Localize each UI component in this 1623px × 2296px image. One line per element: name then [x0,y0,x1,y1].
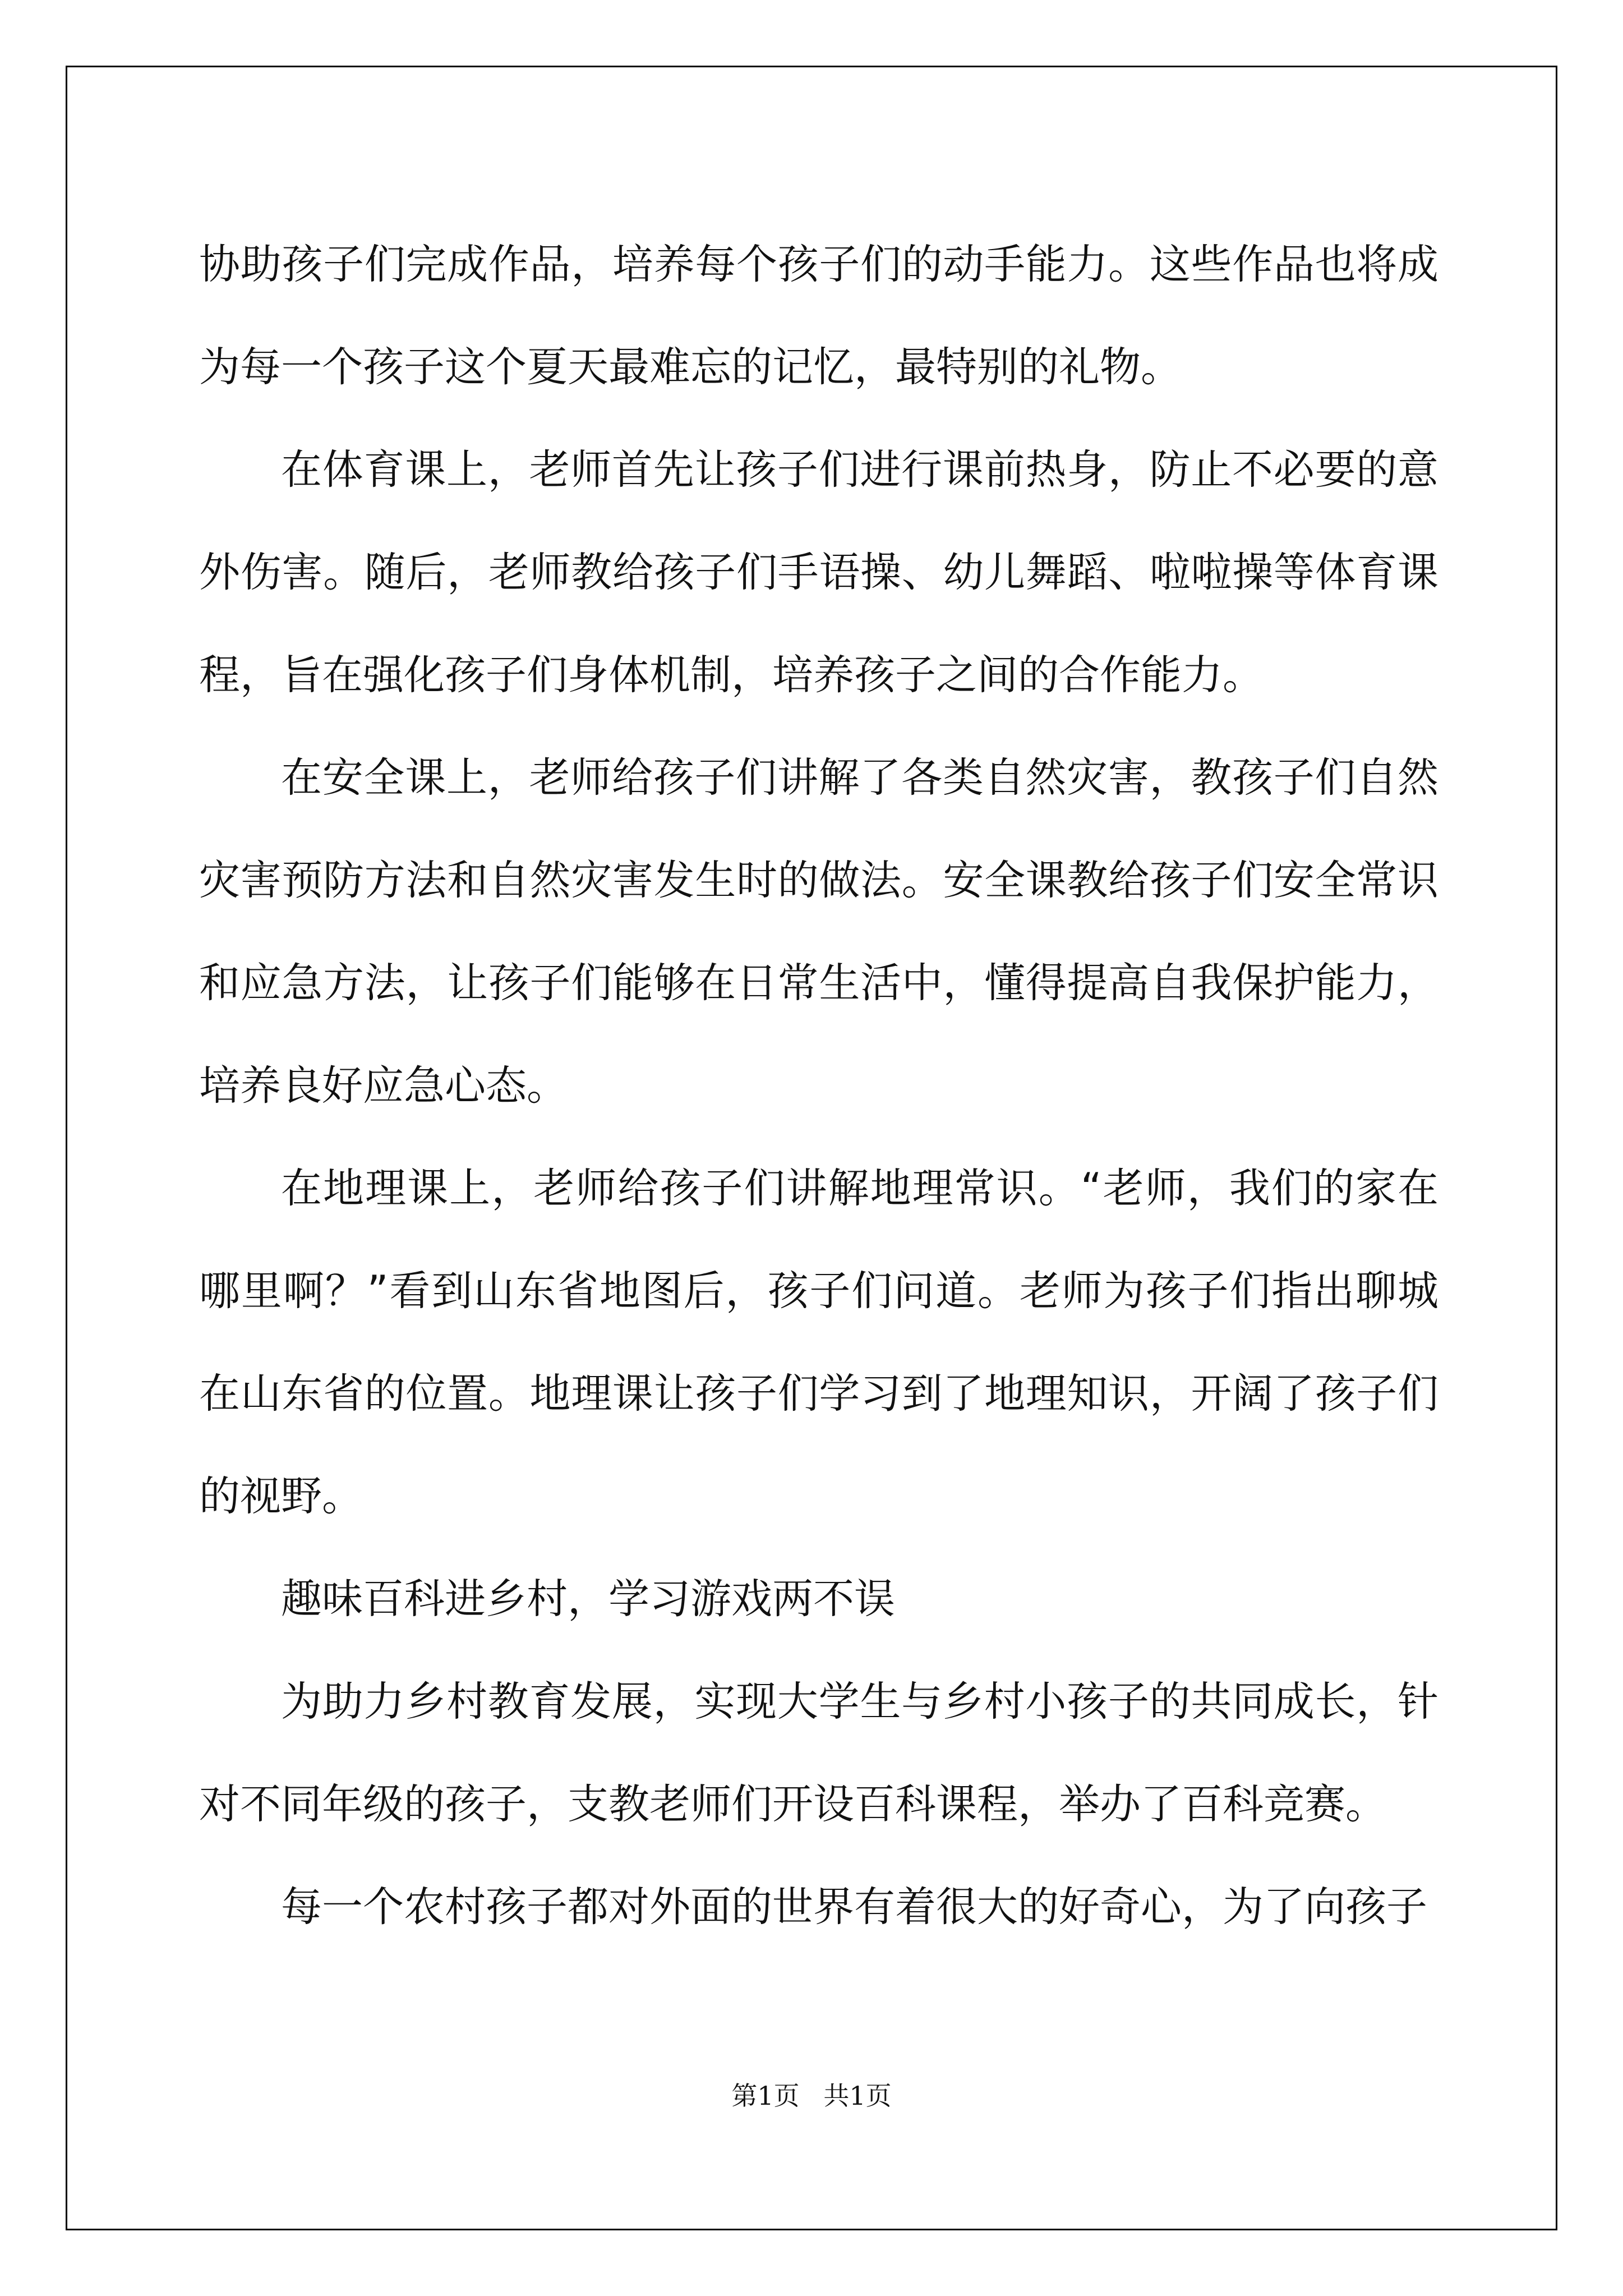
paragraph-4: 在地理课上，老师给孩子们讲解地理常识。“老师，我们的家在哪里啊？”看到山东省地图后，孩子们问道。老师为孩子们指出聊城在山东省的位置。地理课让孩子们学习到了地理知识，开阔了孩子们的视野。 [199,1165,1438,1520]
page-total: 共1页 [823,2081,892,2111]
page-footer [0,2076,1623,2113]
paragraph-6: 每一个农村孩子都对外面的世界有着很大的好奇心，为了向孩子 [281,1883,1427,1931]
paragraph-5: 为助力乡村教育发展，实现大学生与乡村小孩子的共同成长，针对不同年级的孩子，支教老师们开设百科课程，举办了百科竞赛。 [199,1678,1438,1828]
section-heading: 趣味百科进乡村，学习游戏两不误 [281,1575,895,1623]
document-body [199,213,1438,1958]
paragraph-2: 在体育课上，老师首先让孩子们进行课前热身，防止不必要的意外伤害。随后，老师教给孩子们手语操、幼儿舞蹈、啦啦操等体育课程，旨在强化孩子们身体机制，培养孩子之间的合作能力。 [199,446,1438,699]
page-number: 第1页 [731,2081,800,2111]
paragraph-3: 在安全课上，老师给孩子们讲解了各类自然灾害，教孩子们自然灾害预防方法和自然灾害发生时的做法。安全课教给孩子们安全常识和应急方法，让孩子们能够在日常生活中，懂得提高自我保护能力，培养良好应急心态。 [199,754,1438,1110]
paragraph-1: 协助孩子们完成作品，培养每个孩子们的动手能力。这些作品也将成为每一个孩子这个夏天最难忘的记忆，最特别的礼物。 [199,241,1438,391]
